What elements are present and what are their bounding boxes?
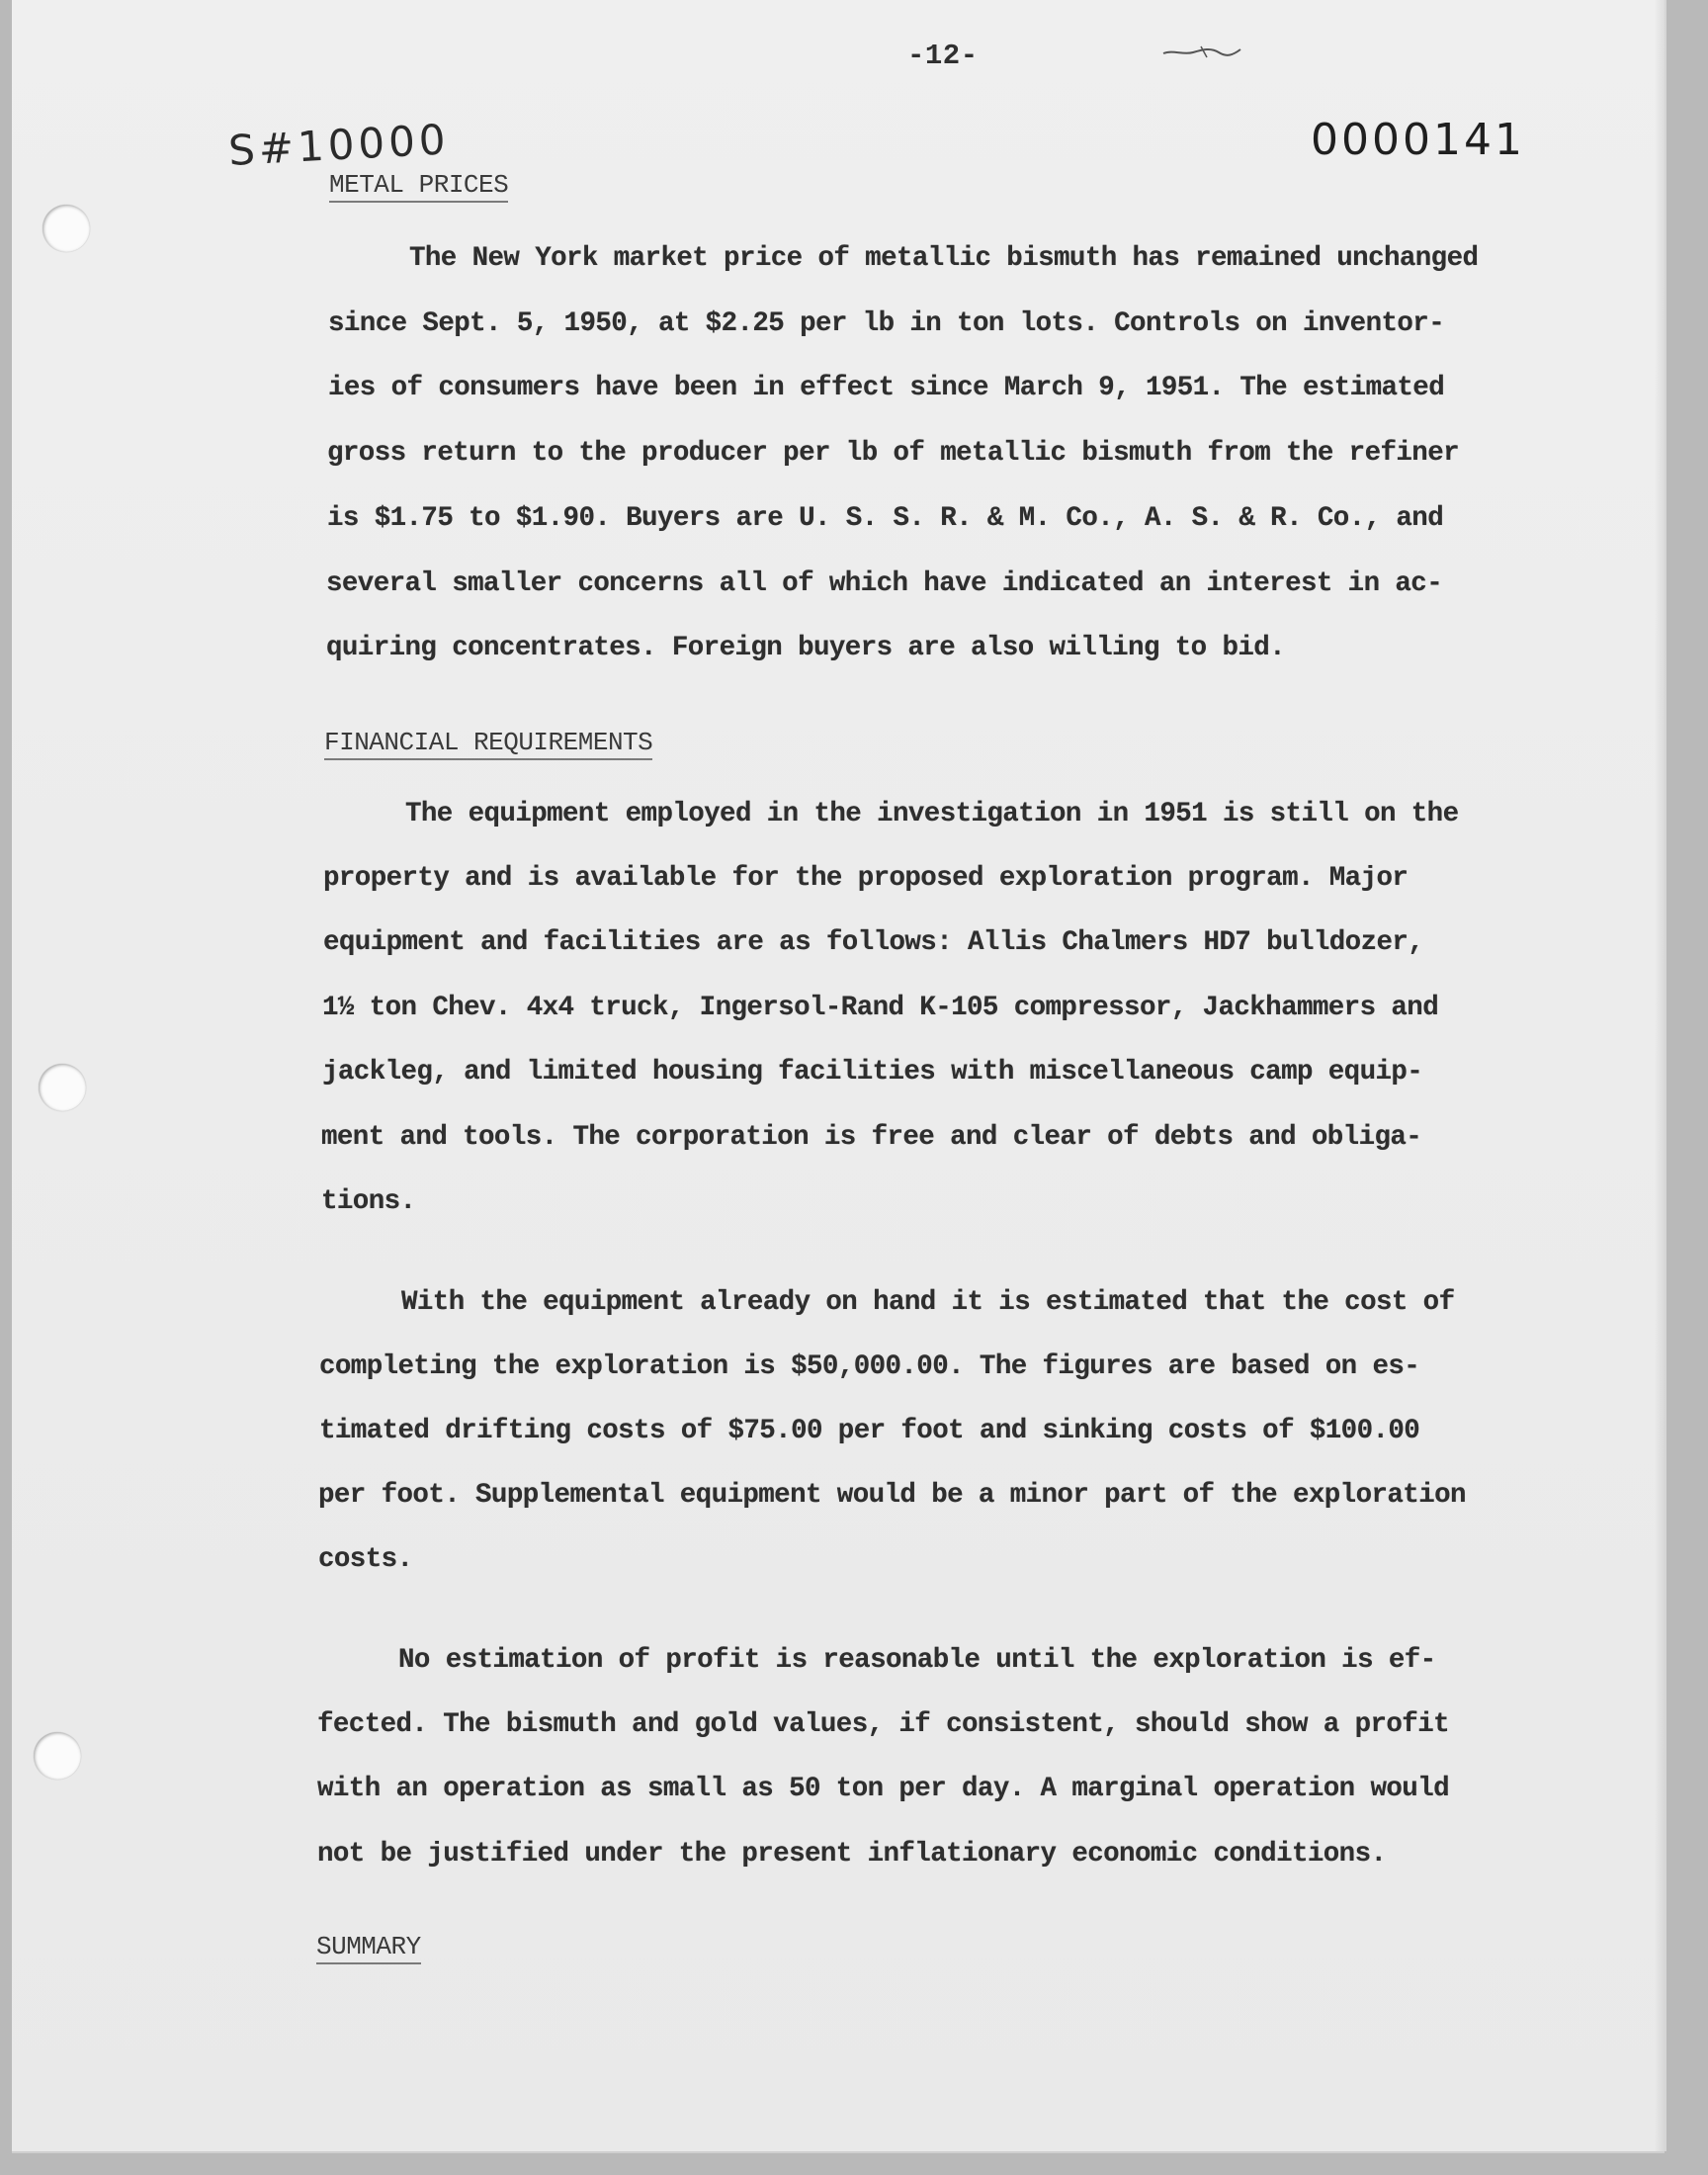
punch-hole-middle <box>39 1064 86 1111</box>
paragraph-line: jackleg, and limited housing facilities with miscellaneous camp equip- <box>322 1057 1423 1088</box>
paragraph-line: gross return to the producer per lb of metallic bismuth from the refiner <box>327 438 1459 469</box>
paragraph-line: completing the exploration is $50,000.00. The figures are based on es- <box>319 1351 1420 1382</box>
punch-hole-top <box>43 205 90 252</box>
paragraph-line: equipment and facilities are as follows: Allis Chalmers HD7 bulldozer, <box>323 927 1424 958</box>
paragraph-line: The equipment employed in the investigation in 1951 is still on the <box>405 799 1459 829</box>
section-heading-summary: SUMMARY <box>316 1932 421 1961</box>
paragraph-line: is $1.75 to $1.90. Buyers are U. S. S. R. & M. Co., A. S. & R. Co., and <box>327 503 1444 534</box>
paragraph-line: costs. <box>318 1544 413 1575</box>
paragraph-line: fected. The bismuth and gold values, if consistent, should show a profit <box>317 1709 1449 1740</box>
paragraph-line: tions. <box>321 1186 416 1217</box>
punch-hole-bottom <box>34 1732 81 1780</box>
paragraph-line: not be justified under the present inflationary economic conditions. <box>317 1839 1387 1870</box>
pen-mark-icon <box>1161 44 1242 61</box>
section-heading-metal-prices: METAL PRICES <box>329 170 509 200</box>
paragraph-line: 1½ ton Chev. 4x4 truck, Ingersol-Rand K-105 compressor, Jackhammers and <box>322 993 1439 1023</box>
paragraph-line: The New York market price of metallic bismuth has remained unchanged <box>409 243 1479 274</box>
file-stamp-left: S#10000 <box>227 115 451 175</box>
section-heading-financial-requirements: FINANCIAL REQUIREMENTS <box>324 728 653 757</box>
page-number: -12- <box>907 40 979 72</box>
paragraph-line: since Sept. 5, 1950, at $2.25 per lb in ton lots. Controls on inventor- <box>328 308 1445 339</box>
paragraph-line: timated drifting costs of $75.00 per foot and sinking costs of $100.00 <box>319 1416 1420 1446</box>
paragraph-line: ies of consumers have been in effect since March 9, 1951. The estimated <box>328 373 1445 403</box>
paragraph-line: ment and tools. The corporation is free and clear of debts and obliga- <box>321 1122 1422 1153</box>
paragraph-line: With the equipment already on hand it is estimated that the cost of <box>401 1287 1455 1318</box>
document-page <box>12 0 1665 2151</box>
paragraph-line: several smaller concerns all of which have indicated an interest in ac- <box>326 568 1443 599</box>
paragraph-line: quiring concentrates. Foreign buyers are also willing to bid. <box>326 633 1286 663</box>
document-id-stamp: 0000141 <box>1311 115 1525 165</box>
paragraph-line: with an operation as small as 50 ton per day. A marginal operation would <box>317 1774 1449 1804</box>
paragraph-line: property and is available for the proposed exploration program. Major <box>323 863 1409 894</box>
paragraph-line: per foot. Supplemental equipment would be a minor part of the exploration <box>318 1480 1466 1511</box>
paragraph-line: No estimation of profit is reasonable until the exploration is ef- <box>398 1645 1436 1676</box>
